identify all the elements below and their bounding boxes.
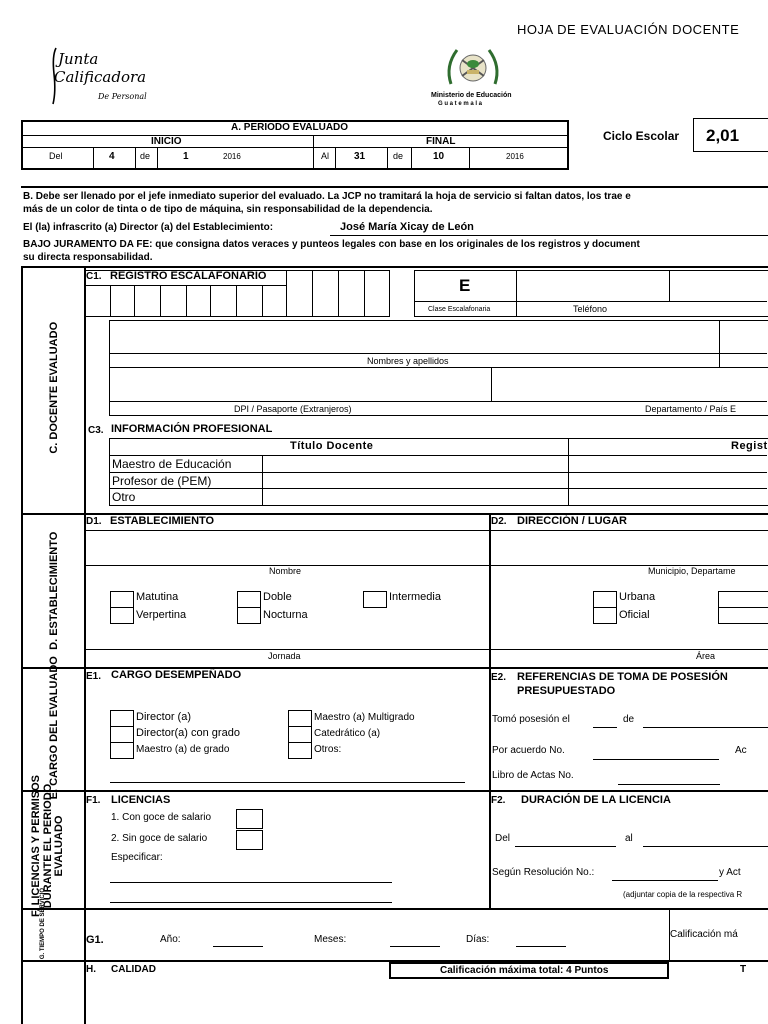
d2-code: D2. (491, 516, 507, 527)
especificar-line-1[interactable] (110, 882, 392, 883)
final-label: FINAL (426, 136, 456, 147)
f1-title: LICENCIAS (111, 794, 171, 806)
periodo-title: A. PERIODO EVALUADO (231, 122, 349, 133)
c3-code: C3. (88, 425, 104, 436)
jornada-nocturna-label: Nocturna (263, 609, 308, 621)
acuerdo-label: Por acuerdo No. (492, 745, 565, 756)
checkbox-director[interactable] (110, 710, 134, 727)
c3-title: INFORMACIÓN PROFESIONAL (111, 423, 273, 435)
cargo-label: Maestro (a) Multigrado (314, 712, 415, 723)
start-year[interactable]: 2016 (223, 152, 241, 161)
director-label: El (la) infrascrito (a) Director (a) del Establecimiento: (23, 222, 274, 233)
de-label-start: de (140, 151, 151, 161)
meses-label: Meses: (314, 934, 347, 945)
libro-actas-line[interactable] (618, 784, 720, 785)
libro-actas-label: Libro de Actas No. (492, 770, 574, 781)
checkbox-verpertina[interactable] (110, 607, 134, 624)
d1-title: ESTABLECIMIENTO (110, 515, 215, 527)
ciclo-escolar-value: 2,01 (706, 126, 740, 145)
especificar-label: Especificar: (111, 852, 163, 863)
checkbox-matutina[interactable] (110, 591, 134, 608)
calificacion-maxima-label: Calificación má (670, 929, 738, 940)
end-year[interactable]: 2016 (506, 152, 524, 161)
acuerdo-line[interactable] (593, 759, 719, 760)
section-e-label: E. CARGO DEL EVALUADO (48, 656, 61, 800)
registro-escalafonario-boxes[interactable] (86, 270, 390, 317)
g1-code: G1. (86, 934, 104, 946)
d1-code: D1. (86, 516, 102, 527)
calificacion-total-label: Calificación máxima total: 4 Puntos (440, 965, 609, 976)
ac-label: Ac (735, 745, 747, 756)
checkbox-otros[interactable] (288, 742, 312, 759)
informacion-profesional-table (109, 438, 768, 506)
con-goce-label: 1. Con goce de salario (111, 812, 212, 823)
licencia-al-line[interactable] (643, 846, 768, 847)
tomo-posesion-day-line[interactable] (593, 727, 617, 728)
coat-of-arms-icon (443, 44, 503, 90)
tomo-posesion-month-line[interactable] (643, 727, 768, 728)
section-f-label: F. LICENCIAS Y PERMISOS DURANTE EL PERIODO EVALUADO (30, 775, 66, 918)
y-acta-label: y Act (719, 867, 741, 878)
checkbox-urbana[interactable] (593, 591, 617, 608)
cargo-label: Director(a) con grado (136, 727, 240, 739)
area-urbana-label: Urbana (619, 591, 656, 603)
resolucion-line[interactable] (612, 880, 718, 881)
nombres-field[interactable] (109, 320, 768, 368)
document-title: HOJA DE EVALUACIÓN DOCENTE (517, 22, 740, 37)
checkbox-privado[interactable] (718, 607, 768, 624)
nombre-establecimiento-label: Nombre (269, 566, 302, 576)
junta-calificadora-logo (50, 46, 150, 108)
ministry-emblem (443, 44, 503, 90)
al-label: Al (321, 151, 330, 161)
titulo-row: Maestro de Educación (112, 457, 232, 471)
departamento-label: Departamento / País E (645, 404, 737, 414)
ciclo-escolar-box[interactable] (693, 118, 768, 152)
titulo-row: Profesor de (PEM) (112, 474, 212, 488)
checkbox-maestro-multigrado[interactable] (288, 710, 312, 727)
checkbox-oficial[interactable] (593, 607, 617, 624)
e1-code: E1. (86, 671, 102, 682)
sin-goce-label: 2. Sin goce de salario (111, 833, 208, 844)
checkbox-director-con-grado[interactable] (110, 726, 134, 743)
inicio-label: INICIO (151, 136, 182, 147)
cargo-label: Director (a) (136, 711, 192, 723)
checkbox-sin-goce[interactable] (236, 830, 263, 850)
section-b-line1: B. Debe ser llenado por el jefe inmediato superior del evaluado. La JCP no tramitará la hoja de servicio si faltan datos, los trae e (23, 191, 631, 202)
checkbox-intermedia[interactable] (363, 591, 387, 608)
checkbox-rural[interactable] (718, 591, 768, 608)
licencia-al-label: al (625, 833, 633, 844)
clase-telefono-block (414, 270, 768, 317)
c1-code: C1. (86, 271, 102, 282)
section-g-label: G. TIEMPO DE SERVICIO (39, 887, 46, 960)
titulo-row: Otro (112, 490, 136, 504)
e2-title-line2: PRESUPUESTADO (517, 685, 616, 697)
otros-cargo-line[interactable] (110, 782, 465, 783)
area-label: Área (696, 651, 716, 661)
section-c-label: C. DOCENTE EVALUADO (48, 321, 61, 454)
jornada-verpertina-label: Verpertina (136, 609, 187, 621)
c1-title: REGISTRO ESCALAFONARIO (110, 270, 267, 282)
dpi-label: DPI / Pasaporte (Extranjeros) (234, 404, 352, 414)
cargo-label: Otros: (314, 744, 342, 755)
anio-line[interactable] (213, 946, 263, 947)
anio-label: Año: (160, 934, 181, 945)
especificar-line-2[interactable] (110, 902, 392, 903)
licencia-del-line[interactable] (515, 846, 616, 847)
checkbox-doble[interactable] (237, 591, 261, 608)
registro-header: Regist (731, 440, 768, 452)
calificacion-total-box (389, 962, 669, 979)
jornada-intermedia-label: Intermedia (389, 591, 441, 603)
de-label-end: de (393, 151, 404, 161)
h-code: H. (86, 964, 96, 975)
end-month[interactable]: 10 (433, 151, 445, 162)
jornada-matutina-label: Matutina (136, 591, 179, 603)
ministry-name: Ministerio de Educación (431, 92, 512, 99)
del-label: Del (49, 151, 63, 161)
checkbox-nocturna[interactable] (237, 607, 261, 624)
ministry-country: G u a t e m a l a (438, 101, 483, 107)
jornada-doble-label: Doble (263, 591, 292, 603)
logo-text-calificadora: Calificadora (54, 68, 147, 86)
cargo-label: Catedrático (a) (314, 728, 381, 739)
municipio-label: Municipio, Departame (648, 566, 736, 576)
cargo-label: Maestro (a) de grado (136, 744, 230, 755)
dpi-field[interactable] (109, 368, 768, 416)
dias-line[interactable] (516, 946, 566, 947)
nombres-label: Nombres y apellidos (367, 356, 449, 366)
adjuntar-note: (adjuntar copia de la respectiva R (623, 890, 743, 899)
area-oficial-label: Oficial (619, 609, 650, 621)
checkbox-con-goce[interactable] (236, 809, 263, 829)
end-day[interactable]: 31 (354, 151, 366, 162)
start-month[interactable]: 1 (183, 151, 189, 162)
f2-code: F2. (491, 795, 506, 806)
jornada-label: Jornada (268, 651, 301, 661)
licencia-del-label: Del (495, 833, 511, 844)
dias-label: Días: (466, 934, 490, 945)
director-name[interactable]: José María Xicay de León (340, 221, 474, 233)
ciclo-escolar-label: Ciclo Escolar (603, 129, 680, 143)
checkbox-maestro-grado[interactable] (110, 742, 134, 759)
logo-text-personal: De Personal (98, 92, 147, 101)
start-day[interactable]: 4 (109, 151, 115, 162)
h-title: CALIDAD (111, 964, 156, 975)
f1-code: F1. (86, 795, 101, 806)
meses-line[interactable] (390, 946, 440, 947)
total-label: T (740, 964, 747, 975)
juramento-line2: su directa responsabilidad. (23, 252, 153, 263)
d2-title: DIRECCIÓN / LUGAR (517, 515, 627, 527)
e2-code: E2. (491, 672, 507, 683)
juramento-line1: BAJO JURAMENTO DA FE: que consigna datos veraces y punteos legales con base en los originales de los registros y document (23, 239, 640, 250)
e1-title: CARGO DESEMPEÑADO (111, 669, 242, 681)
clase-value[interactable]: E (459, 276, 471, 295)
e2-title-line1: REFERENCIAS DE TOMA DE POSESIÓN (517, 671, 728, 683)
resolucion-label: Según Resolución No.: (492, 867, 595, 878)
f2-title: DURACIÓN DE LA LICENCIA (521, 794, 671, 806)
section-d-label: D. ESTABLECIMIENTO (48, 531, 61, 650)
section-b-line2: más de un color de tinta o de tipo de máquina, sin responsabilidad de la dependencia. (23, 204, 433, 215)
periodo-evaluado-table (21, 120, 569, 170)
tomo-de-label: de (623, 714, 635, 725)
titulo-header: Título Docente (290, 440, 374, 452)
clase-label: Clase Escalafonaria (428, 306, 491, 313)
tomo-posesion-label: Tomó posesión el (492, 714, 570, 725)
checkbox-catedratico[interactable] (288, 726, 312, 743)
logo-text-junta: Junta (58, 50, 99, 68)
telefono-label: Teléfono (573, 304, 608, 314)
